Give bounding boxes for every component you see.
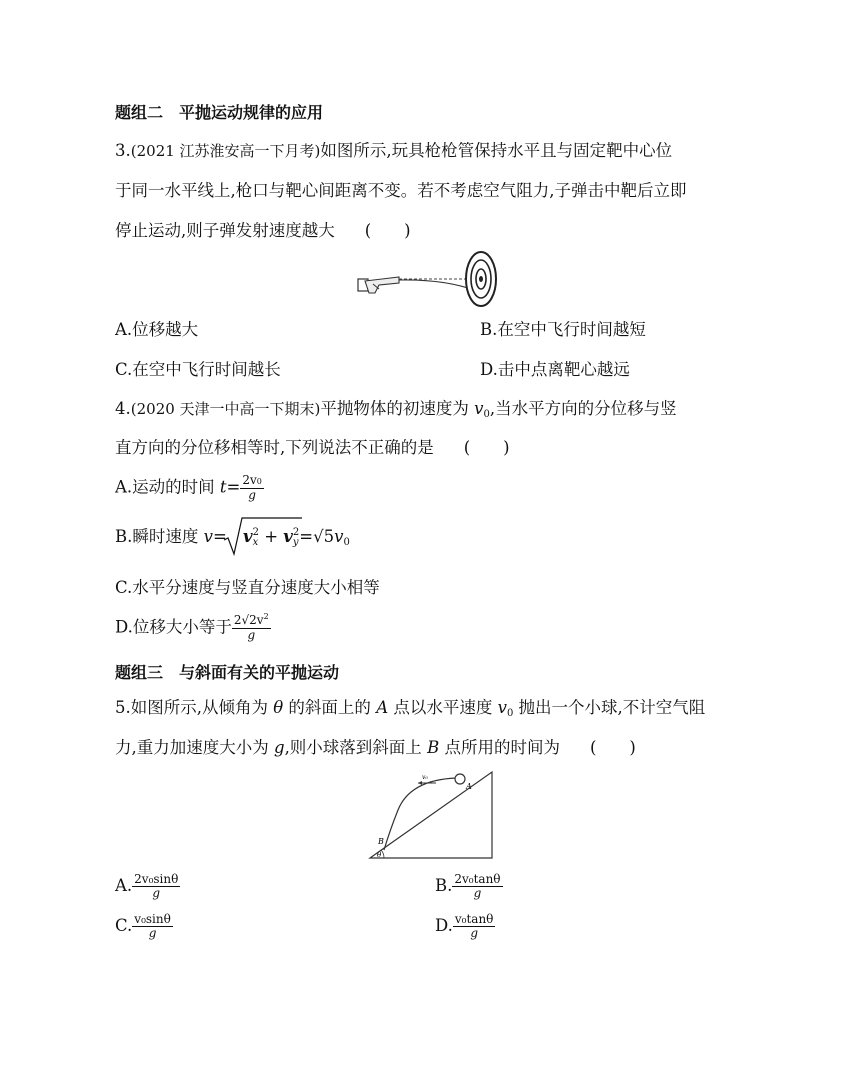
q5-option-c-fraction [132,913,173,940]
q4-option-a [115,474,264,502]
q3-line2: 于同一水平线上,枪口与靶心间距离不变。若不考虑空气阻力,子弹击中靶后立即 [115,181,687,200]
q5-answer-paren: ( ) [589,738,636,757]
incline-figure [360,770,500,862]
section-title-group2: 题组二 平抛运动规律的应用 [115,103,324,122]
q5-point-b: B [427,738,440,757]
q4-option-b-radicand [243,527,350,550]
q5-option-a-fraction [132,873,180,900]
q5-text-1b: 的斜面上的 [283,698,377,717]
q5-option-c-num: v₀sinθ [134,912,171,926]
q4-option-b-v: v [203,527,213,546]
q4-rad-vy-sub: y [292,536,299,548]
q5-option-b-label: B. [435,876,453,895]
ball-icon [455,774,465,784]
q4-option-d-text: D.位移大小等于 [115,617,232,637]
q4-rad-vy-sup: 2 [292,526,300,538]
q5-text-1c: 点以水平速度 [388,698,498,717]
q4-option-c: C.水平分速度与竖直分速度大小相等 [115,578,380,597]
q4-rad-vy: v [283,527,293,546]
q3-line1 [115,141,672,161]
q5-theta: θ [273,698,284,717]
fig-label-a: A [466,782,472,791]
q4-option-a-num-sub: 0 [256,477,262,486]
q5-option-d [435,913,495,940]
q5-text-2b: ,则小球落到斜面上 [284,738,428,757]
q5-option-a-num: 2v₀sinθ [134,872,179,886]
q4-option-d-fraction [232,614,271,642]
toy-gun-icon [358,277,399,293]
q5-option-c [115,913,173,940]
q5-option-b-num: 2v₀tanθ [454,872,501,886]
fig-label-v0: v₀ [422,774,428,781]
q4-option-b-v0-sub: 0 [343,537,350,548]
q4-option-d-sup: 2 [263,612,269,621]
q5-option-a [115,873,180,900]
q5-option-d-fraction [453,913,496,940]
q5-text-1d: 抛出一个小球,不计空气阻 [513,698,706,717]
q5-option-d-label: D. [435,916,453,935]
q4-text-2: 直方向的分位移相等时,下列说法不正确的是 [115,438,434,457]
q5-line2 [115,738,636,758]
q4-v: v [474,399,484,418]
section-title-group3: 题组三 与斜面有关的平抛运动 [115,663,340,682]
fig-label-theta: θ [377,851,382,859]
q4-option-a-t: t [219,477,227,497]
q4-rad-vx-sup: 2 [252,526,259,538]
q5-v-sub: 0 [506,708,514,719]
q4-line2 [115,438,510,458]
target-icon [466,252,496,306]
q3-option-d: D.击中点离靶心越远 [480,360,630,379]
q5-g: g [274,738,285,757]
q4-answer-paren: ( ) [463,438,510,457]
q5-text-2c: 点所用的时间为 [439,738,560,757]
q5-text-2a: 力,重力加速度大小为 [115,738,274,757]
q5-v: v [497,698,507,717]
q4-option-d [115,614,271,642]
q4-option-b-eq1: = [212,527,227,546]
q3-number: 3. [115,141,131,160]
incline-triangle [370,772,492,858]
q3-source: (2021 江苏淮安高一下月考) [130,142,321,160]
q4-option-a-text: A.运动的时间 [115,477,220,497]
q5-option-d-num: v₀tanθ [454,912,494,926]
q3-answer-paren: ( ) [364,221,411,240]
q4-option-a-fraction [240,474,264,502]
q5-option-c-label: C. [115,916,133,935]
q5-number: 5. [115,698,131,717]
q3-text-1: 如图所示,玩具枪枪管保持水平且与固定靶中心位 [320,141,673,160]
q4-option-a-den: g [248,488,256,502]
q4-option-a-num: 2v [242,473,257,487]
q4-option-d-den: g [247,628,256,642]
q3-line3 [115,221,411,241]
q5-option-b-den: g [473,886,482,900]
q4-text-1a: 平抛物体的初速度为 [320,399,475,418]
q4-v-sub: 0 [483,409,490,420]
q4-line1 [115,399,677,422]
q3-option-b: B.在空中飞行时间越短 [480,320,646,339]
fig-label-b: B [378,837,384,846]
q4-number: 4. [115,399,131,418]
q4-option-a-eq: = [226,477,241,497]
q4-option-b [115,527,227,547]
q5-text-1a: 如图所示,从倾角为 [130,698,274,717]
q4-source: (2020 天津一中高一下期末) [130,400,321,418]
q3-option-a: A.位移越大 [115,320,199,339]
q3-option-c: C.在空中飞行时间越长 [115,360,281,379]
q4-rad-vx-sub: x [252,536,259,548]
q5-option-c-den: g [148,926,157,940]
q5-point-a: A [376,698,389,717]
q4-option-b-text: B.瞬时速度 [115,527,204,546]
q5-option-b-fraction [452,873,502,900]
q5-option-a-den: g [152,886,161,900]
q5-line1 [115,698,705,721]
q5-option-d-den: g [470,926,478,940]
q4-text-1b: ,当水平方向的分位移与竖 [489,399,677,418]
q4-option-d-num: 2√2v [233,613,264,627]
q3-text-3: 停止运动,则子弹发射速度越大 [115,221,335,240]
q4-rad-plus: + [258,527,284,546]
ball-trajectory [384,778,456,850]
q4-option-b-v0: v [334,527,344,546]
q4-rad-vx: v [243,527,253,546]
q5-option-b [435,873,503,900]
gun-target-figure [355,245,505,307]
q5-option-a-label: A. [115,876,133,895]
q4-option-b-sqrt5: =√5 [299,527,335,546]
